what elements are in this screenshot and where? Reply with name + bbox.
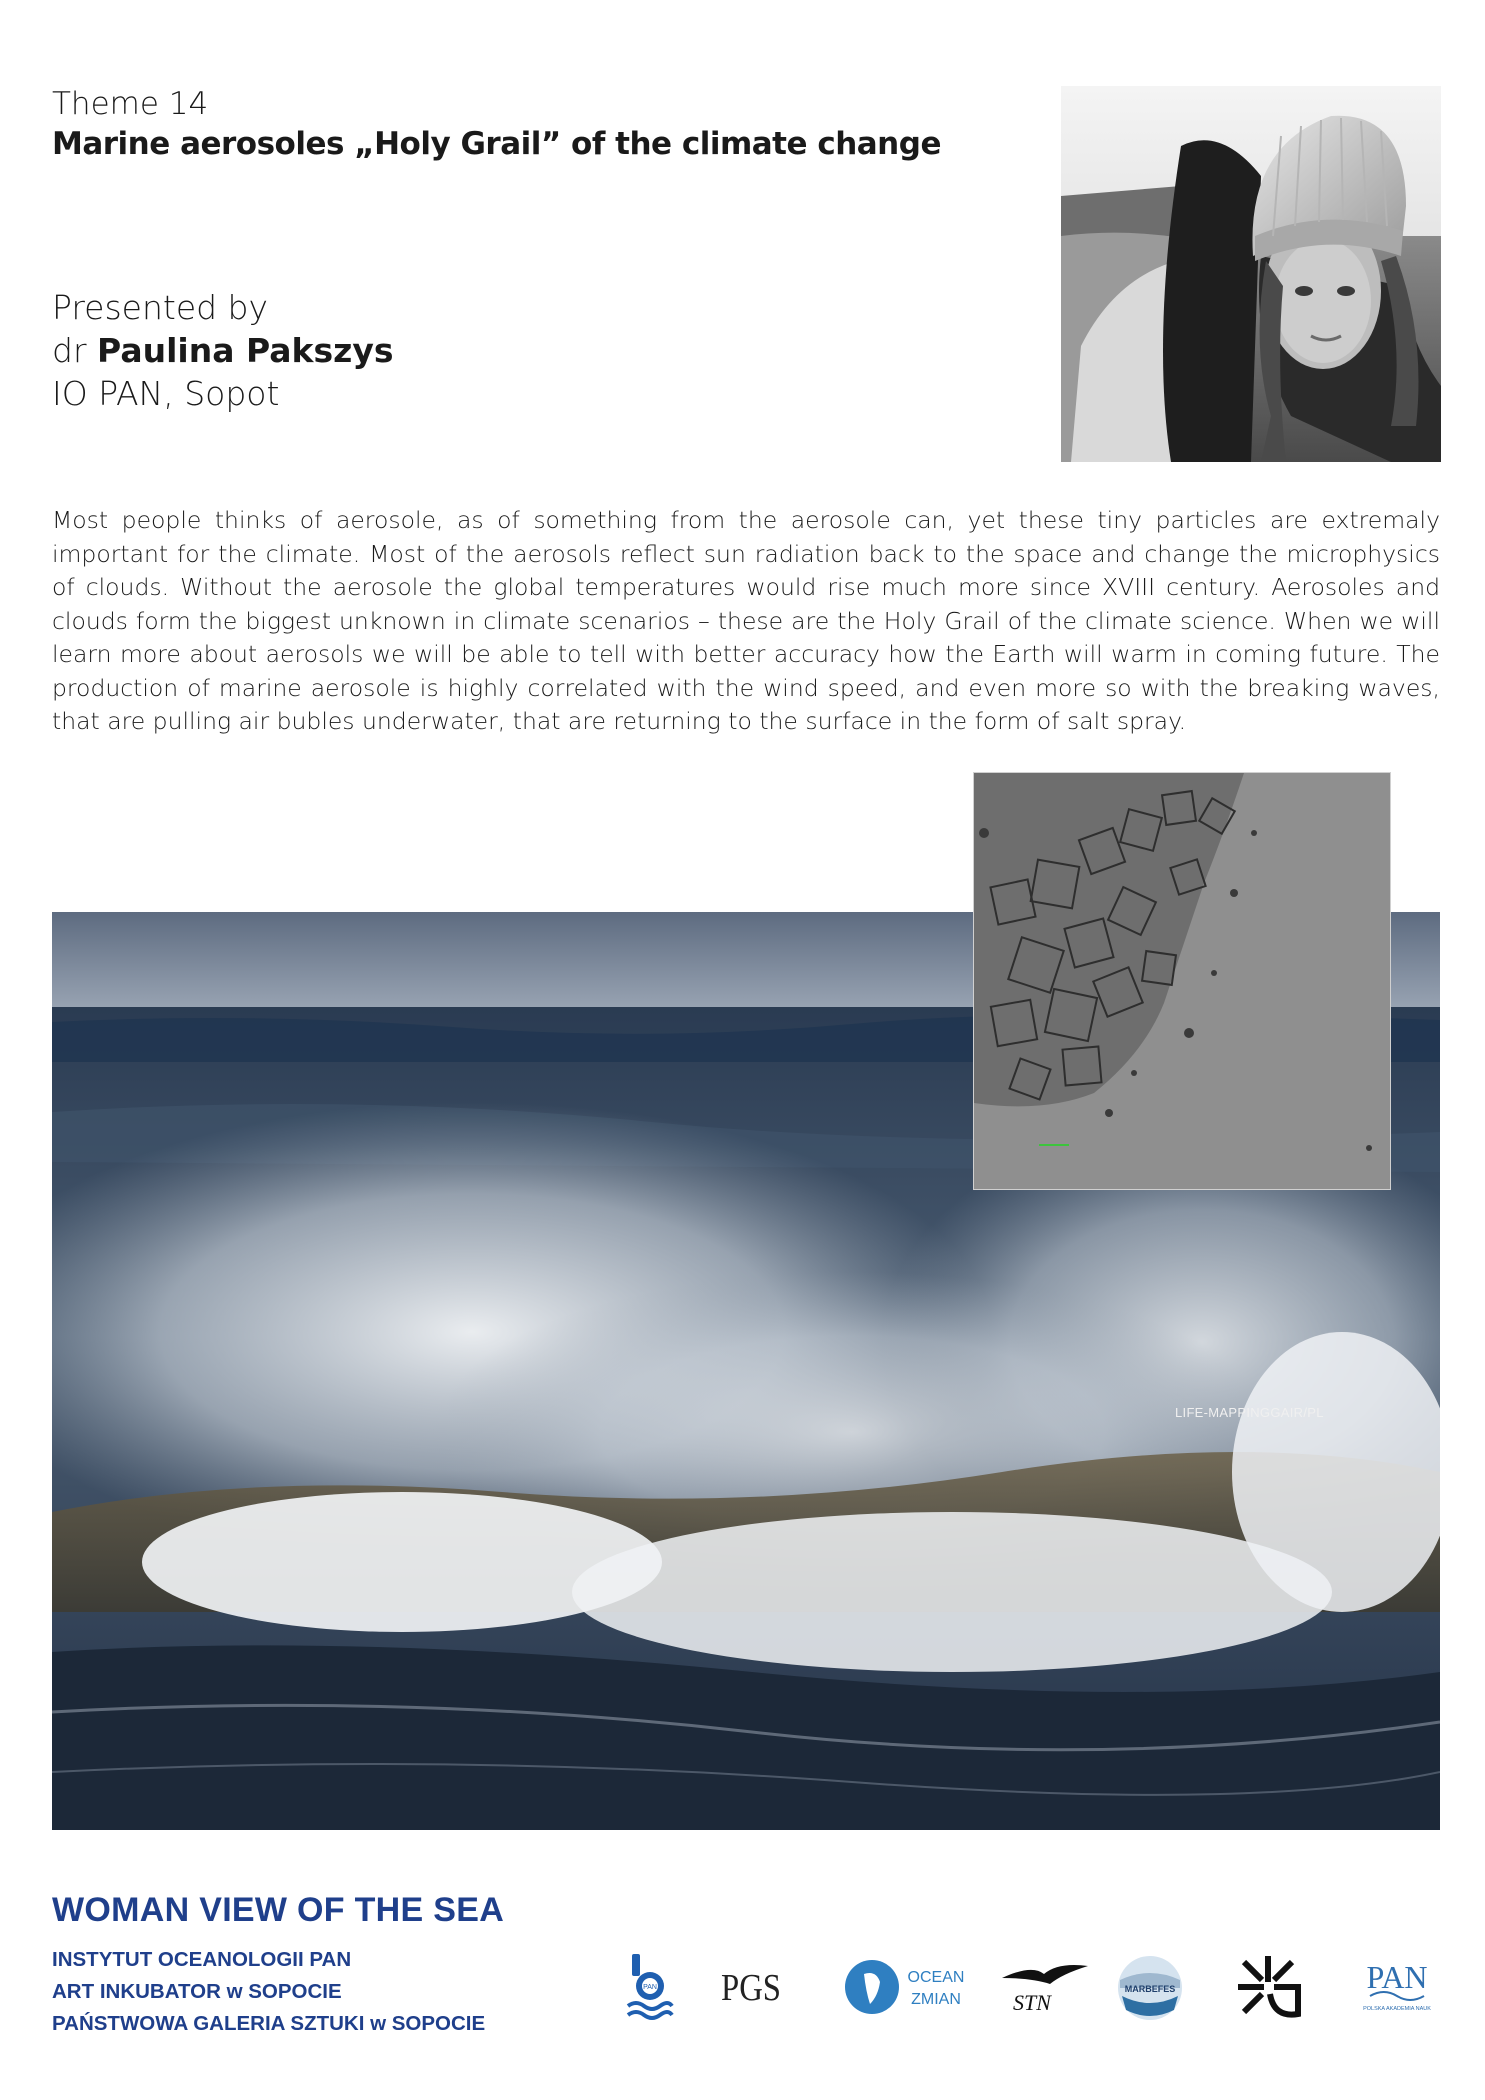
marbefes-logo-text: MARBEFES <box>1124 1984 1176 1994</box>
pgs-logo <box>718 1952 784 2022</box>
iopan-logo-mark: PAN <box>643 1984 657 1991</box>
organizer-line: PAŃSTWOWA GALERIA SZTUKI w SOPOCIE <box>52 2012 486 2035</box>
theme-title: Marine aerosoles „Holy Grail” of the climate change <box>52 126 941 162</box>
organizer-line: ART INKUBATOR w SOPOCIE <box>52 1980 342 2003</box>
presenter-portrait-photo <box>1061 86 1441 462</box>
description-paragraph: Most people thinks of aerosole, as of something from the aerosole can, yet these tiny particles are extremaly important for the climate. Most of the aerosols reflect sun radiation back to the space and change the microphysics of clouds. Without the aerosole the global temperatures would rise much more since XVIII century. Aerosoles and clouds form the biggest unknown in climate scenarios – these are the Holy Grail of the climate science. When we will learn more about aerosols we will be able to tell with better accuracy how the Earth will warm in coming future. The production of marine aerosole is highly correlated with the wind speed, and even more so with the breaking waves, that are pulling air bubles underwater, that are returning to the surface in the form of salt spray. <box>52 506 1440 735</box>
ocean-logo-line1: OCEAN <box>907 1969 965 1986</box>
presenter-line <box>52 331 393 370</box>
presenter-title-prefix: dr <box>52 331 98 370</box>
presented-by-label: Presented by <box>52 288 269 327</box>
marbefes-logo <box>1112 1952 1188 2022</box>
pgs-logo-text: PGS <box>721 1967 781 2009</box>
stn-logo-text: STN <box>1013 1990 1051 2015</box>
photo-watermark: LIFE-MAPPINGGAIR/PL <box>1175 1405 1324 1420</box>
presenter-name: Paulina Pakszys <box>97 331 394 370</box>
exhibition-title: WOMAN VIEW OF THE SEA <box>52 1891 505 1929</box>
pan-logo-subtext: POLSKA AKADEMIA NAUK <box>1363 2006 1431 2012</box>
ocean-zmian-logo <box>842 1952 974 2022</box>
organizer-line: INSTYTUT OCEANOLOGII PAN <box>52 1948 352 1971</box>
pan-logo-text: PAN <box>1366 1959 1428 1995</box>
art-inkubator-logo <box>1234 1952 1302 2022</box>
salt-crystal-micrograph <box>973 772 1391 1190</box>
ocean-logo-line2: ZMIAN <box>911 1991 961 2008</box>
presenter-affiliation: IO PAN, Sopot <box>52 374 280 413</box>
iopan-logo <box>624 1952 674 2022</box>
pan-logo <box>1352 1952 1442 2022</box>
theme-number: Theme 14 <box>52 86 209 122</box>
stn-logo <box>992 1952 1092 2022</box>
